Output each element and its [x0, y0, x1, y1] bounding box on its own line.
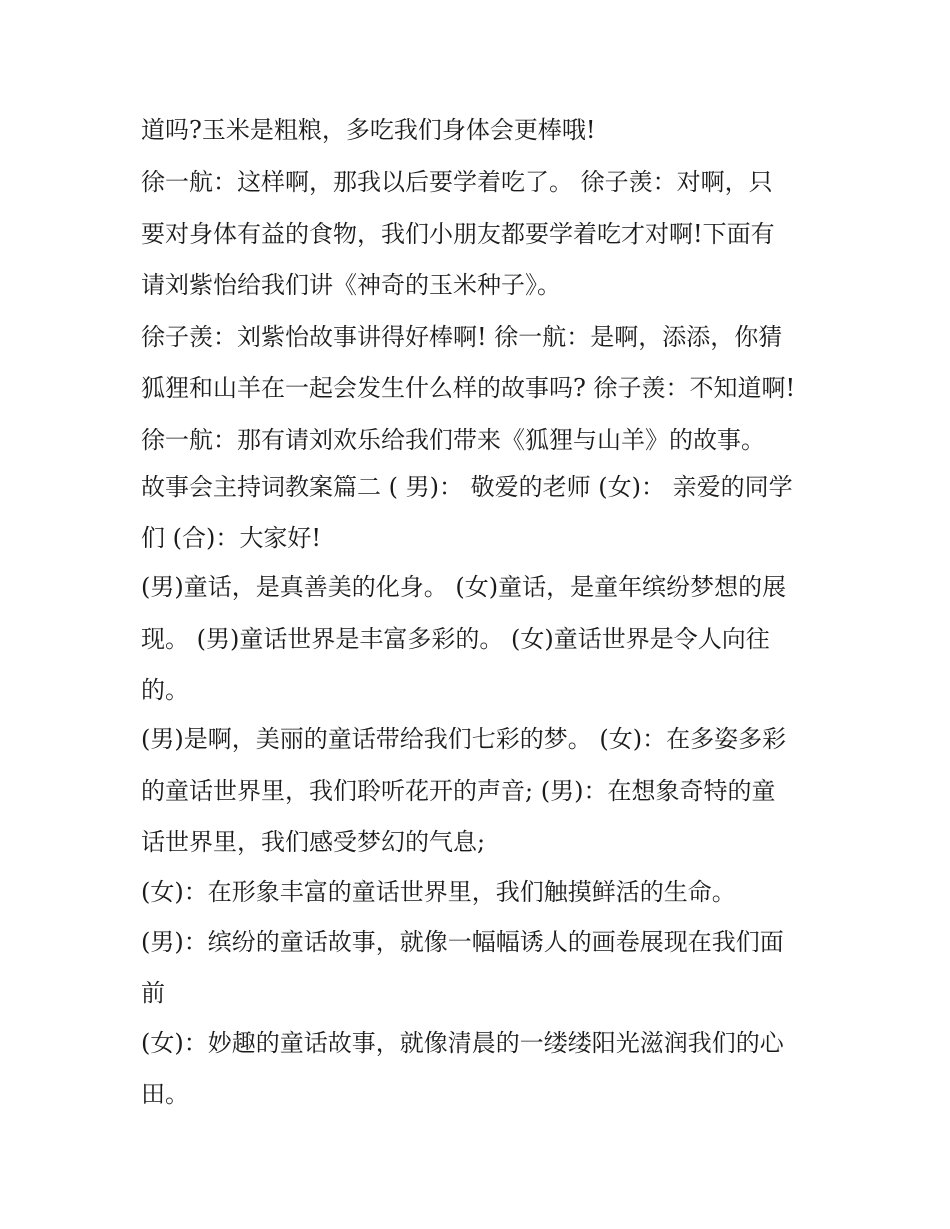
text-line: 道吗?玉米是粗粮，多吃我们身体会更棒哦! [141, 116, 596, 144]
text-line: 的。 [141, 676, 189, 704]
text-line: 请刘紫怡给我们讲《神奇的玉米种子》。 [141, 271, 561, 299]
text-line: (女)：在形象丰富的童话世界里，我们触摸鲜活的生命。 [141, 878, 736, 906]
text-line: 的童话世界里，我们聆听花开的声音; (男)：在想象奇特的童 [141, 777, 776, 805]
text-line: 徐子羡：刘紫怡故事讲得好棒啊! 徐一航：是啊，添添，你猜 [141, 323, 783, 351]
text-line: 田。 [141, 1080, 189, 1108]
text-line: (男)童话，是真善美的化身。 (女)童话，是童年缤纷梦想的展 [141, 573, 787, 601]
text-line: 徐一航：那有请刘欢乐给我们带来《狐狸与山羊》的故事。 [141, 426, 765, 454]
text-line: (男)是啊，美丽的童话带给我们七彩的梦。 (女)：在多姿多彩 [141, 725, 787, 753]
text-line: 故事会主持词教案篇二 ( 男)： 敬爱的老师 (女)： 亲爱的同学 [141, 473, 793, 501]
text-line: 狐狸和山羊在一起会发生什么样的故事吗? 徐子羡：不知道啊! [141, 374, 796, 402]
text-line: 话世界里，我们感受梦幻的气息; [141, 828, 486, 856]
text-line: 现。 (男)童话世界是丰富多彩的。 (女)童话世界是令人向往 [141, 625, 770, 653]
text-line: 们 (合)：大家好! [141, 524, 321, 552]
text-line: 前 [141, 979, 165, 1007]
text-line: (女)：妙趣的童话故事，就像清晨的一缕缕阳光滋润我们的心 [141, 1029, 784, 1057]
text-line: (男)：缤纷的童话故事，就像一幅幅诱人的画卷展现在我们面 [141, 928, 784, 956]
text-line: 要对身体有益的食物，我们小朋友都要学着吃才对啊!下面有 [141, 220, 775, 248]
text-line: 徐一航：这样啊，那我以后要学着吃了。 徐子羡：对啊，只 [141, 168, 773, 196]
